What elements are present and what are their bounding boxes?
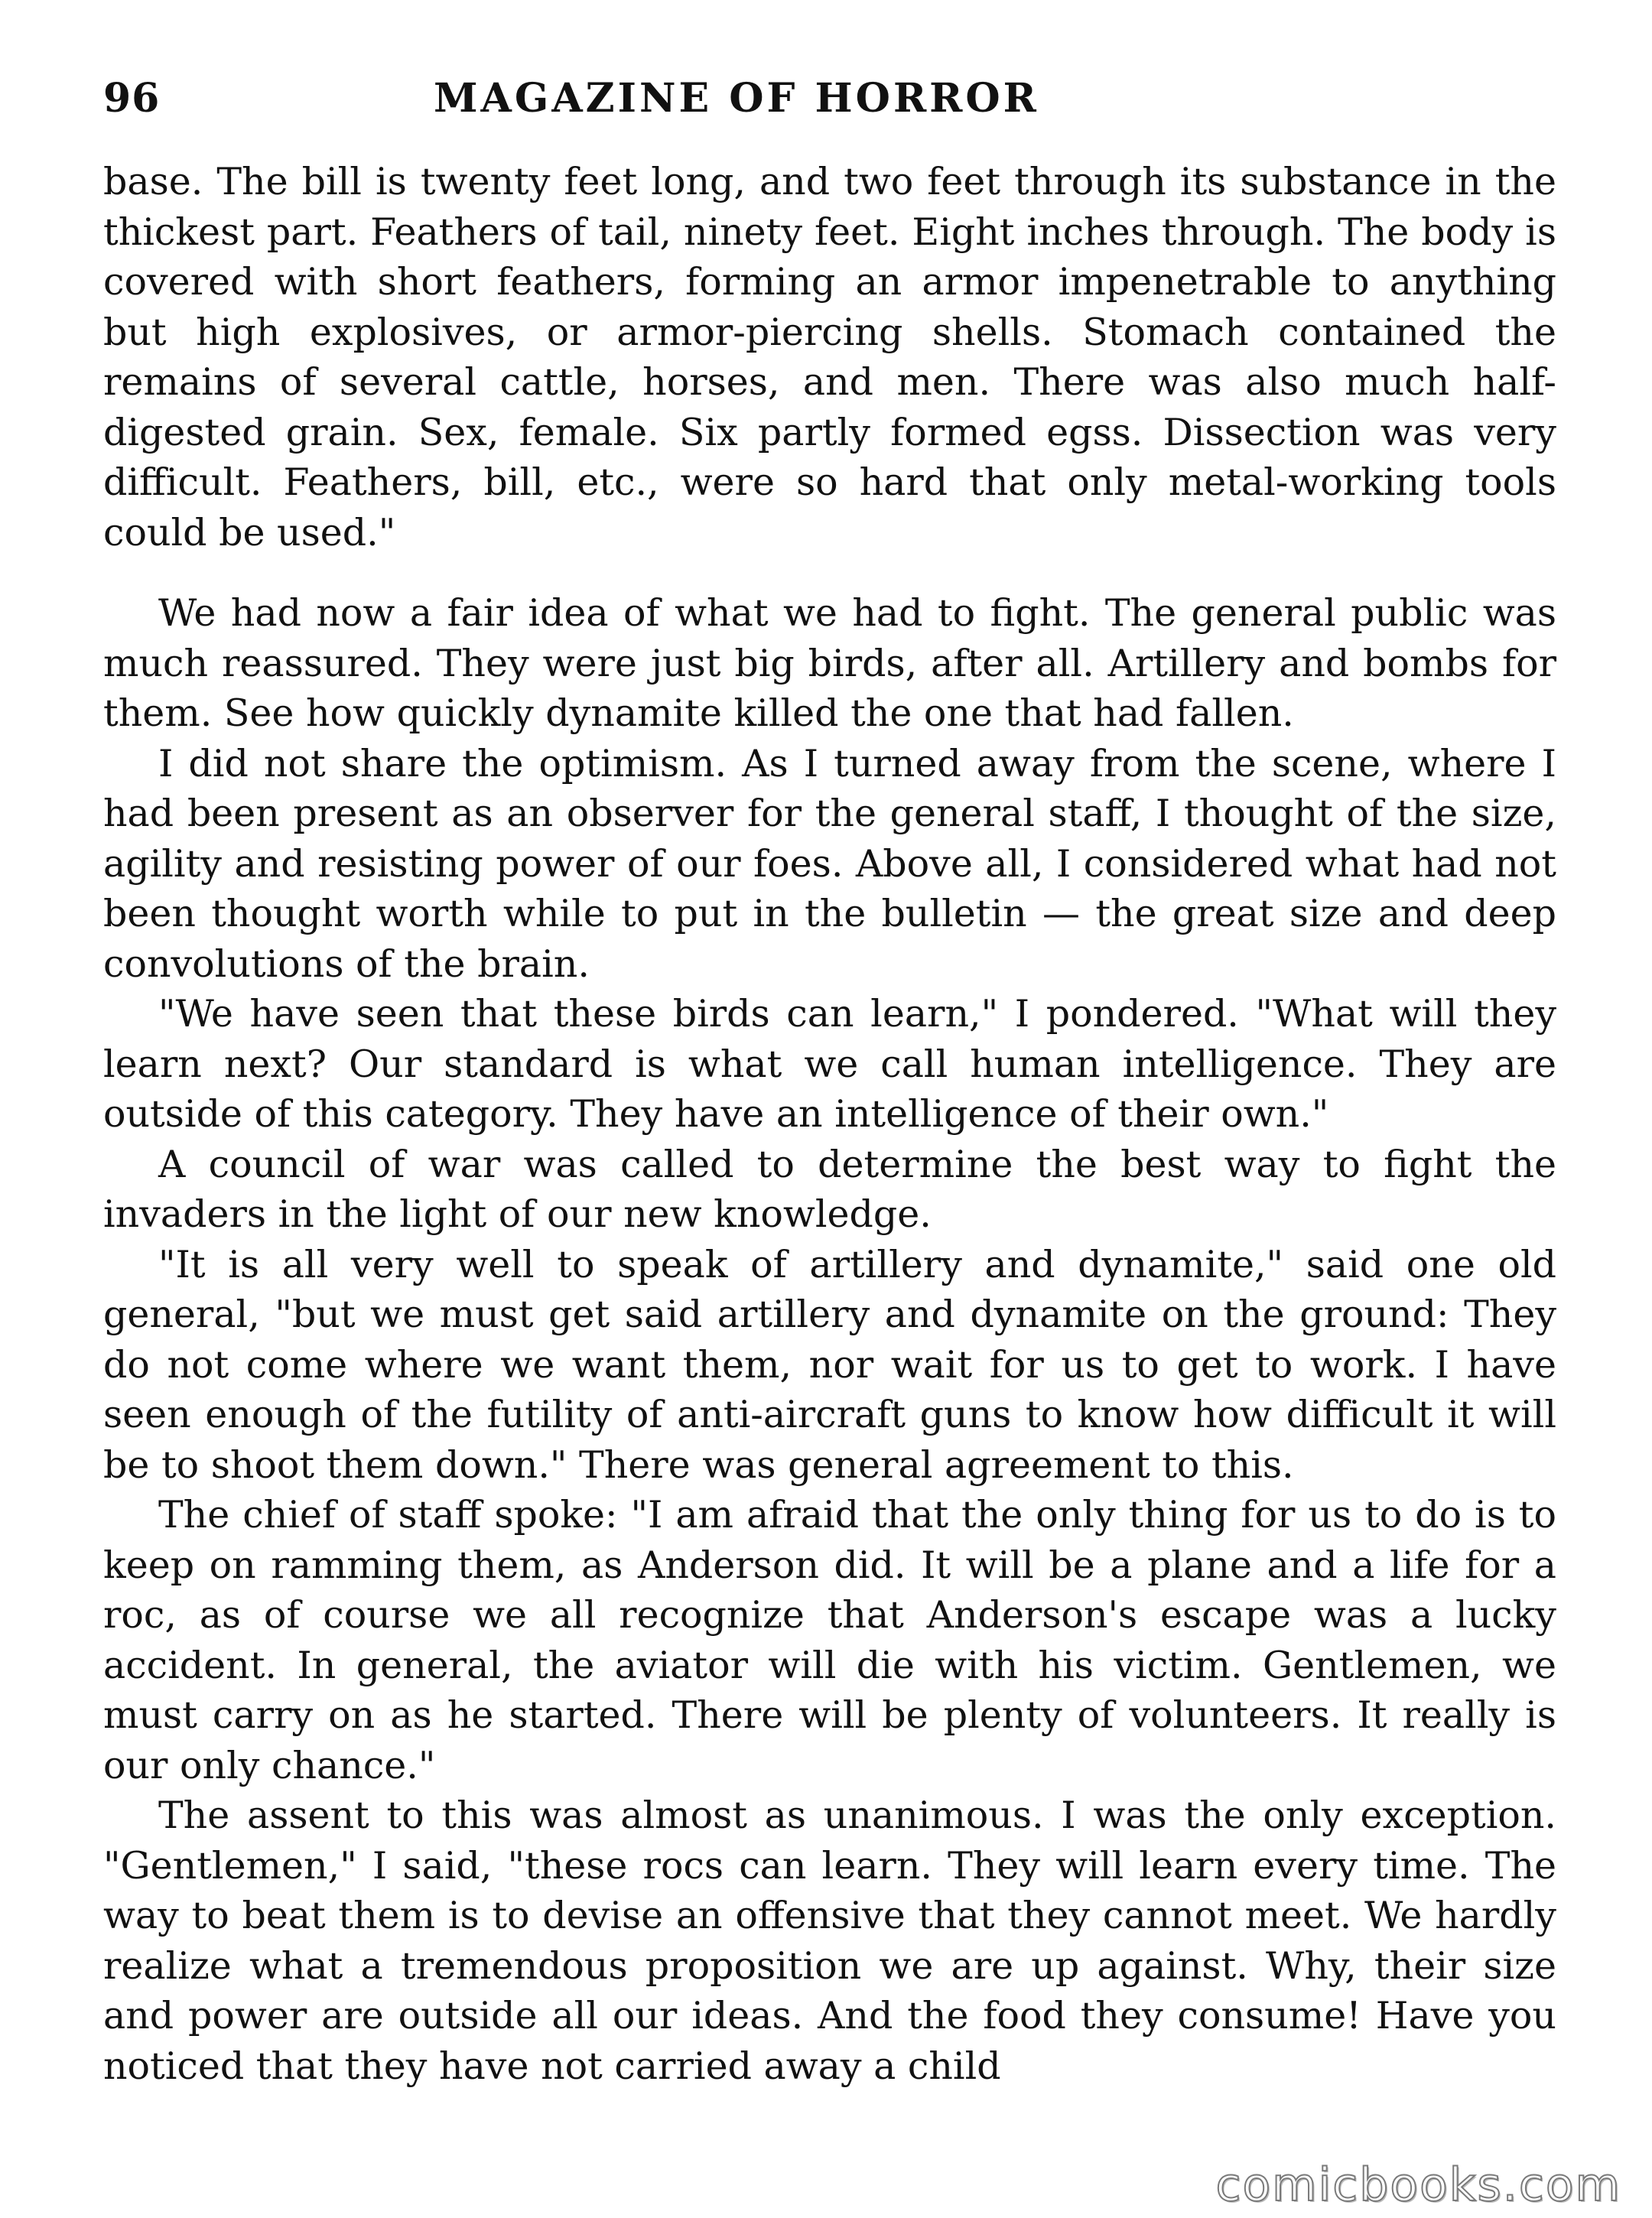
paragraph-3: I did not share the optimism. As I turned away from the scene, where I had been present as an observer for the general staff, I thought of the size, agility and resisting power of our foes. Above all, I considered what had not been thought worth while to put in the bulletin — the great size and deep convolutions of the brain. <box>103 741 1556 986</box>
paragraph-8: The assent to this was almost as unanimous. I was the only exception. "Gentlemen," I said, "these rocs can learn. They will learn every time. The way to beat them is to devise an offensive that they cannot meet. We hardly realize what a tremendous proposition we are up against. Why, their size and power are outside all our ideas. And the food they consume! Have you noticed that they have not carried away a child <box>103 1794 1556 2088</box>
paragraph-1: base. The bill is twenty feet long, and two feet through its substance in the thickest part. Feathers of tail, ninety feet. Eight inches through. The body is covered with short feathers, forming an armor impenetrable to anything but high explosives, or armor-piercing shells. Stomach contained the remains of several cattle, horses, and men. There was also much half-digested grain. Sex, female. Six partly formed egss. Dissection was very difficult. Feathers, bill, etc., were so hard that only metal-working tools could be used." <box>103 160 1556 554</box>
paragraph-6: "It is all very well to speak of artillery and dynamite," said one old general, "but we must get said artillery and dynamite on the ground: They do not come where we want them, nor wait for us to get to work. I have seen enough of the futility of anti-aircraft guns to know how difficult it will be to shoot them down." There was general agreement to this. <box>103 1242 1556 1487</box>
paragraph-4: "We have seen that these birds can learn," I pondered. "What will they learn next? Our standard is what we call human intelligence. They are outside of this category. They have an intelligence of their own." <box>103 992 1556 1136</box>
paragraph-7: The chief of staff spoke: "I am afraid that the only thing for us to do is to keep on ramming them, as Anderson did. It will be a plane and a life for a roc, as of course we all recognize that Anderson's escape was a lucky accident. In general, the aviator will die with his victim. Gentlemen, we must carry on as he started. There will be plenty of volunteers. It really is our only chance." <box>103 1493 1556 1787</box>
running-title: MAGAZINE OF HORROR <box>434 75 1039 122</box>
page-number: 96 <box>103 75 161 122</box>
story-text <box>103 157 1556 2091</box>
paragraph-5: A council of war was called to determine the best way to fight the invaders in the light of our new knowledge. <box>103 1142 1556 1236</box>
paragraph-2: We had now a fair idea of what we had to fight. The general public was much reassured. They were just big birds, after all. Artillery and bombs for them. See how quickly dynamite killed the one that had fallen. <box>103 591 1556 735</box>
watermark-logo: comicbooks.com <box>1215 2158 1621 2212</box>
page-header <box>103 75 1556 136</box>
